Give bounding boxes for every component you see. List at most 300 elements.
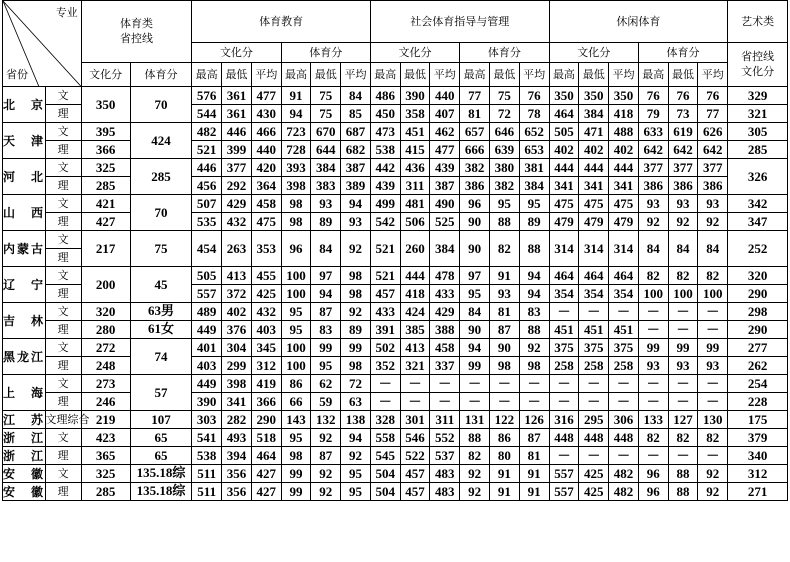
tiyu-control-line: 135.18综 xyxy=(130,483,192,501)
score-cell: 521 xyxy=(192,141,222,159)
score-cell: 96 xyxy=(281,231,311,267)
score-cell: 399 xyxy=(222,141,252,159)
score-cell: 558 xyxy=(370,429,400,447)
score-cell: 84 xyxy=(311,231,341,267)
score-cell: 511 xyxy=(192,483,222,501)
score-cell: 479 xyxy=(549,213,579,231)
score-cell: 436 xyxy=(400,159,430,177)
province-name: 上 海 xyxy=(3,375,46,411)
stat-header-min: 最低 xyxy=(311,63,341,87)
score-cell: 446 xyxy=(222,123,252,141)
score-cell: 504 xyxy=(370,465,400,483)
wenhua-control-line: 423 xyxy=(81,429,130,447)
score-cell: 303 xyxy=(192,411,222,429)
score-cell: 473 xyxy=(370,123,400,141)
score-cell: － xyxy=(638,447,668,465)
score-cell: － xyxy=(579,393,609,411)
score-cell: 522 xyxy=(400,447,430,465)
table-row xyxy=(3,267,788,285)
province-name: 安 徽 xyxy=(3,484,46,499)
subject-type: 理 xyxy=(45,249,81,267)
score-cell: 380 xyxy=(489,159,519,177)
stat-header-min: 最低 xyxy=(489,63,519,87)
score-cell: 402 xyxy=(549,141,579,159)
subject-type: 理 xyxy=(45,447,81,465)
score-cell: 87 xyxy=(311,447,341,465)
score-cell: 402 xyxy=(609,141,639,159)
stat-header-min: 最低 xyxy=(400,63,430,87)
score-cell: 358 xyxy=(400,105,430,123)
score-cell: 76 xyxy=(698,87,728,105)
score-cell: 91 xyxy=(489,465,519,483)
score-cell: 425 xyxy=(579,465,609,483)
score-cell: 451 xyxy=(609,321,639,339)
score-cell: 93 xyxy=(311,195,341,213)
score-cell: 260 xyxy=(400,231,430,267)
score-cell: 314 xyxy=(549,231,579,267)
score-cell: 535 xyxy=(192,213,222,231)
art-control-line: 254 xyxy=(728,375,788,393)
score-cell: 384 xyxy=(519,177,549,195)
score-cell: 479 xyxy=(609,213,639,231)
art-control-line: 228 xyxy=(728,393,788,411)
score-cell: 88 xyxy=(489,213,519,231)
wenhua-control-line: 200 xyxy=(81,267,130,303)
score-cell: － xyxy=(638,321,668,339)
score-cell: 444 xyxy=(400,267,430,285)
score-cell: 92 xyxy=(698,213,728,231)
score-cell: 471 xyxy=(579,123,609,141)
score-cell: 92 xyxy=(698,465,728,483)
wenhua-control-line: 219 xyxy=(81,411,130,429)
score-cell: 354 xyxy=(579,285,609,303)
score-cell: 444 xyxy=(579,159,609,177)
score-cell: － xyxy=(549,447,579,465)
subject-type: 理 xyxy=(45,105,81,123)
table-row xyxy=(3,483,788,501)
province-name: 江 苏 xyxy=(3,412,46,427)
table-row xyxy=(3,339,788,357)
art-header-line2: 文化分 xyxy=(741,64,775,78)
score-cell: 376 xyxy=(222,321,252,339)
score-cell: 502 xyxy=(370,339,400,357)
score-cell: 557 xyxy=(549,465,579,483)
score-cell: 440 xyxy=(251,141,281,159)
tiyu-control-line: 135.18综 xyxy=(130,465,192,483)
score-cell: － xyxy=(370,375,400,393)
score-cell: 63 xyxy=(341,393,371,411)
province-name: 浙 江 xyxy=(3,430,46,445)
score-cell: 639 xyxy=(489,141,519,159)
stat-header-avg: 平均 xyxy=(698,63,728,87)
score-cell: 419 xyxy=(251,375,281,393)
score-cell: 429 xyxy=(222,195,252,213)
score-cell: 384 xyxy=(579,105,609,123)
score-cell: 511 xyxy=(192,465,222,483)
score-cell: 354 xyxy=(609,285,639,303)
score-cell: 464 xyxy=(549,105,579,123)
score-cell: 350 xyxy=(609,87,639,105)
score-cell: 93 xyxy=(698,195,728,213)
score-cell: 475 xyxy=(549,195,579,213)
score-cell: 90 xyxy=(489,339,519,357)
score-cell: 350 xyxy=(549,87,579,105)
score-cell: 341 xyxy=(222,393,252,411)
score-cell: 432 xyxy=(251,303,281,321)
score-cell: － xyxy=(609,303,639,321)
score-cell: － xyxy=(489,393,519,411)
score-cell: 361 xyxy=(222,87,252,105)
score-cell: 92 xyxy=(341,447,371,465)
score-cell: 341 xyxy=(609,177,639,195)
stat-header-max: 最高 xyxy=(192,63,222,87)
subject-type: 理 xyxy=(45,483,81,501)
score-cell: 642 xyxy=(698,141,728,159)
wenhua-control-line: 248 xyxy=(81,357,130,375)
score-cell: － xyxy=(698,303,728,321)
stat-header-max: 最高 xyxy=(370,63,400,87)
subject-type: 理 xyxy=(45,177,81,195)
score-cell: 505 xyxy=(549,123,579,141)
score-cell: 84 xyxy=(638,231,668,267)
art-control-line: 342 xyxy=(728,195,788,213)
subject-type: 理 xyxy=(45,393,81,411)
score-cell: 403 xyxy=(251,321,281,339)
score-cell: 91 xyxy=(519,483,549,501)
stat-header-max: 最高 xyxy=(281,63,311,87)
score-cell: 94 xyxy=(519,285,549,303)
score-cell: 391 xyxy=(370,321,400,339)
score-cell: 88 xyxy=(460,429,490,447)
score-cell: 92 xyxy=(668,213,698,231)
score-cell: 384 xyxy=(430,231,460,267)
score-cell: 76 xyxy=(519,87,549,105)
score-cell: 413 xyxy=(222,267,252,285)
score-cell: 66 xyxy=(281,393,311,411)
score-cell: 393 xyxy=(281,159,311,177)
score-cell: 94 xyxy=(281,105,311,123)
score-cell: 95 xyxy=(281,429,311,447)
score-cell: 95 xyxy=(311,357,341,375)
score-cell: 537 xyxy=(430,447,460,465)
score-cell: 100 xyxy=(281,339,311,357)
score-cell: 263 xyxy=(222,231,252,267)
score-cell: 353 xyxy=(251,231,281,267)
province-name: 安 徽 xyxy=(3,466,46,481)
score-cell: 95 xyxy=(489,195,519,213)
score-cell: 92 xyxy=(460,465,490,483)
table-row xyxy=(3,159,788,177)
score-cell: 85 xyxy=(341,105,371,123)
stat-header-avg: 平均 xyxy=(341,63,371,87)
score-cell: 666 xyxy=(460,141,490,159)
art-control-line: 285 xyxy=(728,141,788,159)
score-cell: 311 xyxy=(400,177,430,195)
score-cell: － xyxy=(638,303,668,321)
score-cell: 81 xyxy=(460,105,490,123)
score-cell: － xyxy=(609,447,639,465)
score-cell: 88 xyxy=(668,483,698,501)
score-cell: － xyxy=(519,393,549,411)
score-cell: 482 xyxy=(609,483,639,501)
wenhua-control-line: 246 xyxy=(81,393,130,411)
score-cell: 95 xyxy=(519,195,549,213)
score-cell: 451 xyxy=(549,321,579,339)
score-cell: 505 xyxy=(192,267,222,285)
score-cell: 98 xyxy=(341,357,371,375)
score-cell: － xyxy=(430,393,460,411)
score-cell: 402 xyxy=(222,303,252,321)
score-cell: 96 xyxy=(460,195,490,213)
score-cell: 619 xyxy=(668,123,698,141)
stat-header-min: 最低 xyxy=(222,63,252,87)
table-row xyxy=(3,177,788,195)
score-cell: 98 xyxy=(281,447,311,465)
score-cell: 382 xyxy=(489,177,519,195)
score-cell: 88 xyxy=(668,465,698,483)
score-cell: 92 xyxy=(638,213,668,231)
score-cell: 87 xyxy=(519,429,549,447)
score-cell: 94 xyxy=(341,429,371,447)
score-cell: 87 xyxy=(489,321,519,339)
score-cell: 82 xyxy=(489,231,519,267)
art-control-line: 290 xyxy=(728,285,788,303)
corner-major-label: 专业 xyxy=(55,6,78,19)
art-control-line: 312 xyxy=(728,465,788,483)
score-cell: 90 xyxy=(460,321,490,339)
subject-type: 理 xyxy=(45,285,81,303)
score-cell: 375 xyxy=(549,339,579,357)
score-cell: 387 xyxy=(430,177,460,195)
score-cell: 427 xyxy=(251,483,281,501)
subject-type: 文 xyxy=(45,339,81,357)
subject-type: 文 xyxy=(45,231,81,249)
score-cell: 87 xyxy=(311,303,341,321)
score-cell: 93 xyxy=(668,195,698,213)
score-cell: 94 xyxy=(311,285,341,303)
score-cell: － xyxy=(698,321,728,339)
score-cell: 552 xyxy=(430,429,460,447)
score-cell: 97 xyxy=(311,267,341,285)
score-cell: 430 xyxy=(251,105,281,123)
score-cell: 93 xyxy=(489,285,519,303)
score-cell: 521 xyxy=(370,267,400,285)
score-cell: 92 xyxy=(698,483,728,501)
wenhua-control-line: 325 xyxy=(81,159,130,177)
score-cell: 429 xyxy=(430,303,460,321)
wenhua-control-line: 285 xyxy=(81,483,130,501)
score-cell: 75 xyxy=(489,87,519,105)
score-cell: 682 xyxy=(341,141,371,159)
score-cell: 388 xyxy=(430,321,460,339)
score-cell: 350 xyxy=(579,87,609,105)
art-control-line: 329 xyxy=(728,87,788,105)
score-cell: 77 xyxy=(460,87,490,105)
score-cell: 75 xyxy=(311,87,341,105)
wenhua-control-line: 421 xyxy=(81,195,130,213)
score-cell: 337 xyxy=(430,357,460,375)
score-cell: 92 xyxy=(341,231,371,267)
subject-type: 文 xyxy=(45,375,81,393)
score-cell: 76 xyxy=(668,87,698,105)
art-control-line: 347 xyxy=(728,213,788,231)
tiyu-control-line: 65 xyxy=(130,447,192,465)
score-cell: 375 xyxy=(609,339,639,357)
score-cell: 94 xyxy=(341,195,371,213)
score-cell: 483 xyxy=(430,465,460,483)
score-cell: 84 xyxy=(460,303,490,321)
table-header xyxy=(3,1,788,87)
score-cell: － xyxy=(698,447,728,465)
art-control-line: 252 xyxy=(728,231,788,267)
score-cell: 92 xyxy=(311,429,341,447)
score-cell: 314 xyxy=(609,231,639,267)
corner-header-cell xyxy=(3,1,82,87)
score-cell: 464 xyxy=(549,267,579,285)
score-cell: 361 xyxy=(222,105,252,123)
score-cell: 366 xyxy=(251,393,281,411)
score-cell: 92 xyxy=(311,483,341,501)
score-cell: 92 xyxy=(341,303,371,321)
table-row xyxy=(3,213,788,231)
score-cell: 133 xyxy=(638,411,668,429)
score-cell: 446 xyxy=(192,159,222,177)
score-cell: 321 xyxy=(400,357,430,375)
subject-type: 理 xyxy=(45,213,81,231)
pe-wenhua-header: 文化分 xyxy=(192,43,281,63)
score-cell: 92 xyxy=(460,483,490,501)
score-cell: 95 xyxy=(281,303,311,321)
art-control-line: 379 xyxy=(728,429,788,447)
wenhua-control-line: 366 xyxy=(81,141,130,159)
score-cell: 427 xyxy=(251,465,281,483)
score-cell: － xyxy=(460,375,490,393)
score-cell: 81 xyxy=(519,447,549,465)
score-cell: 403 xyxy=(192,357,222,375)
tiyu-control-line: 65 xyxy=(130,429,192,447)
score-cell: 448 xyxy=(579,429,609,447)
score-cell: 440 xyxy=(430,87,460,105)
wenhua-control-line: 395 xyxy=(81,123,130,141)
score-cell: 84 xyxy=(341,87,371,105)
score-cell: 646 xyxy=(489,123,519,141)
score-cell: 401 xyxy=(192,339,222,357)
corner-province-label: 省份 xyxy=(6,68,28,81)
score-cell: 88 xyxy=(519,321,549,339)
province-name: 天 津 xyxy=(3,123,46,159)
score-cell: 464 xyxy=(609,267,639,285)
score-cell: 538 xyxy=(370,141,400,159)
score-cell: 377 xyxy=(222,159,252,177)
score-cell: 418 xyxy=(400,285,430,303)
wenhua-control-line: 285 xyxy=(81,177,130,195)
subject-type: 文 xyxy=(45,267,81,285)
score-cell: 93 xyxy=(638,195,668,213)
score-cell: 490 xyxy=(430,195,460,213)
score-cell: 407 xyxy=(430,105,460,123)
score-cell: 130 xyxy=(698,411,728,429)
score-cell: 83 xyxy=(311,321,341,339)
score-cell: 328 xyxy=(370,411,400,429)
score-cell: 464 xyxy=(579,267,609,285)
art-control-line: 277 xyxy=(728,339,788,357)
score-cell: 99 xyxy=(460,357,490,375)
score-cell: 642 xyxy=(638,141,668,159)
score-cell: 356 xyxy=(222,465,252,483)
score-cell: 89 xyxy=(519,213,549,231)
score-cell: 341 xyxy=(579,177,609,195)
score-cell: － xyxy=(519,375,549,393)
score-cell: 99 xyxy=(281,465,311,483)
score-cell: 86 xyxy=(489,429,519,447)
score-cell: － xyxy=(609,375,639,393)
score-cell: 398 xyxy=(222,375,252,393)
score-cell: 458 xyxy=(430,339,460,357)
province-name: 辽 宁 xyxy=(3,267,46,303)
leisure-tiyu-header: 体育分 xyxy=(638,43,727,63)
score-cell: 352 xyxy=(370,357,400,375)
art-control-line: 175 xyxy=(728,411,788,429)
art-control-line: 326 xyxy=(728,159,788,195)
score-cell: 73 xyxy=(668,105,698,123)
score-cell: 382 xyxy=(460,159,490,177)
table-row xyxy=(3,375,788,393)
table-row xyxy=(3,87,788,105)
tiyu-control-line: 74 xyxy=(130,339,192,375)
score-cell: 425 xyxy=(251,285,281,303)
subject-type: 理 xyxy=(45,357,81,375)
stat-header-avg: 平均 xyxy=(519,63,549,87)
score-cell: 292 xyxy=(222,177,252,195)
tiyu-control-line: 70 xyxy=(130,87,192,123)
score-cell: － xyxy=(668,393,698,411)
score-cell: 99 xyxy=(311,339,341,357)
score-cell: 488 xyxy=(609,123,639,141)
art-control-line: 271 xyxy=(728,483,788,501)
sports-control-line-header xyxy=(81,1,192,63)
score-cell: 386 xyxy=(460,177,490,195)
score-cell: 295 xyxy=(579,411,609,429)
wenhua-control-line: 217 xyxy=(81,231,130,267)
stat-header-max: 最高 xyxy=(638,63,668,87)
score-cell: 576 xyxy=(192,87,222,105)
score-cell: 483 xyxy=(430,483,460,501)
score-cell: 439 xyxy=(430,159,460,177)
score-cell: 306 xyxy=(609,411,639,429)
score-cell: 79 xyxy=(638,105,668,123)
province-name: 浙 江 xyxy=(3,448,46,463)
score-cell: 462 xyxy=(430,123,460,141)
score-cell: 482 xyxy=(192,123,222,141)
score-cell: 72 xyxy=(489,105,519,123)
score-cell: 94 xyxy=(460,339,490,357)
score-cell: 93 xyxy=(638,357,668,375)
score-cell: 282 xyxy=(222,411,252,429)
province-name: 河 北 xyxy=(3,159,46,195)
score-cell: 82 xyxy=(698,429,728,447)
score-cell: 455 xyxy=(251,267,281,285)
score-cell: 444 xyxy=(549,159,579,177)
wenhua-control-line: 427 xyxy=(81,213,130,231)
score-cell: 642 xyxy=(668,141,698,159)
score-cell: 385 xyxy=(400,321,430,339)
score-cell: 687 xyxy=(341,123,371,141)
score-cell: 126 xyxy=(519,411,549,429)
score-cell: 381 xyxy=(519,159,549,177)
score-cell: 464 xyxy=(251,447,281,465)
subject-type: 文 xyxy=(45,87,81,105)
score-cell: 95 xyxy=(341,483,371,501)
